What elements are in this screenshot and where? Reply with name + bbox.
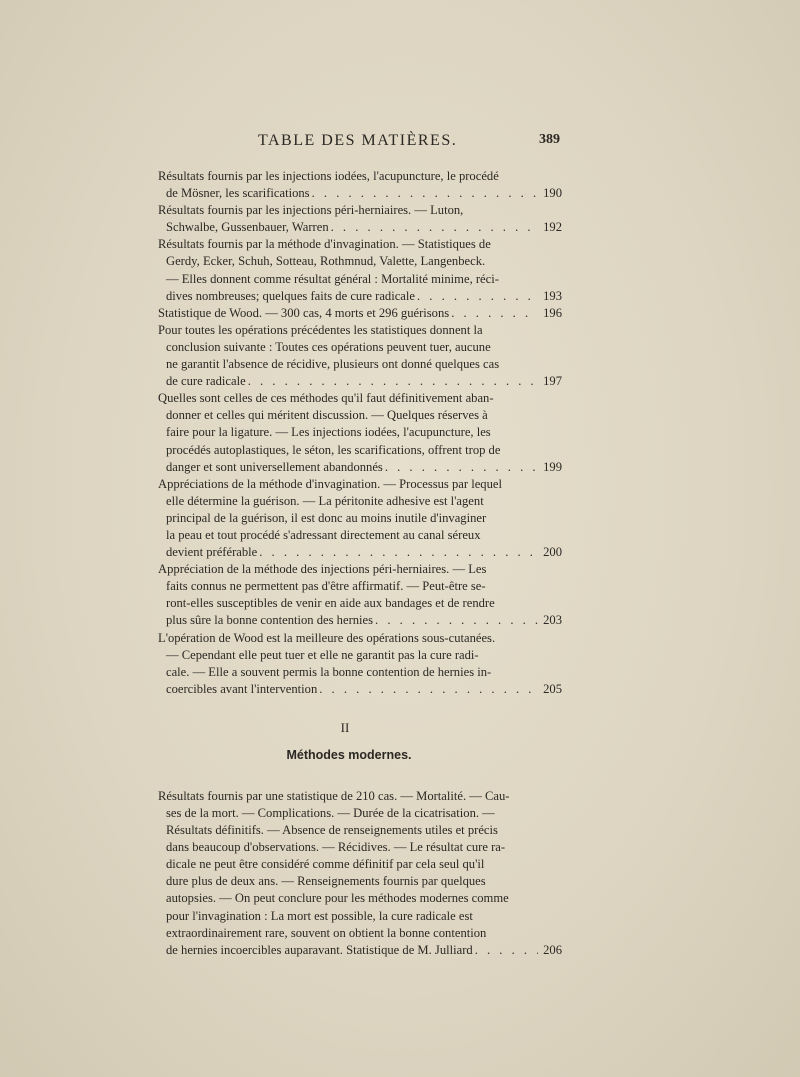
toc-entry-line: conclusion suivante : Toutes ces opérations peuvent tuer, aucune [166, 339, 491, 354]
toc-entry-line: L'opération de Wood est la meilleure des opérations sous-cutanées. [158, 630, 496, 645]
toc-entry-last-line [158, 373, 562, 390]
toc-entry-line: ront-elles susceptibles de venir en aide aux bandages et de rendre [166, 596, 495, 611]
toc-page-ref: 190 [543, 186, 562, 201]
toc-entry-line: — Elles donnent comme résultat général : Mortalité minime, réci- [166, 271, 499, 286]
toc-entry [158, 236, 562, 304]
toc-page-ref: 205 [543, 681, 562, 696]
toc-entry-line: dans beaucoup d'observations. — Récidives. — Le résultat cure ra- [166, 840, 506, 855]
toc-entry [158, 390, 562, 475]
toc-entry [158, 788, 562, 959]
toc-entry-line: Résultats fournis par une statistique de 210 cas. — Mortalité. — Cau- [158, 788, 510, 803]
toc-entry [158, 168, 562, 202]
dot-leader [385, 459, 538, 476]
toc-entry-line: ses de la mort. — Complications. — Durée de la cicatrisation. — [166, 806, 495, 820]
toc-entry [158, 202, 562, 236]
toc-entries-section-2 [158, 788, 562, 959]
toc-entry-text: Statistique de Wood. — 300 cas, 4 morts et 296 guérisons [158, 305, 450, 320]
toc-entries-section-1 [158, 168, 562, 698]
toc-entry [158, 322, 562, 390]
toc-entry-text: de cure radicale [166, 374, 246, 389]
section-title: Méthodes modernes. [286, 747, 412, 762]
toc-entry-line: Gerdy, Ecker, Schuh, Sotteau, Rothmnud, Valette, Langenbeck. [166, 254, 486, 269]
dot-leader [319, 681, 538, 698]
toc-entry-text: de hernies incoercibles auparavant. Statistique de M. Julliard [166, 942, 473, 957]
page-number: 389 [539, 132, 560, 147]
toc-entry-last-line [158, 681, 562, 698]
toc-entry-line: Appréciation de la méthode des injections péri-herniaires. — Les [158, 562, 487, 577]
dot-leader [259, 544, 538, 561]
toc-entry-line: faits connus ne permettent pas d'être affirmatif. — Peut-être se- [166, 579, 486, 594]
toc-entry [158, 305, 562, 322]
toc-entry-line: — Cependant elle peut tuer et elle ne garantit pas la cure radi- [166, 647, 479, 662]
page-title: TABLE DES MATIÈRES. [258, 132, 458, 149]
dot-leader [417, 288, 538, 305]
toc-entry-line: Résultats fournis par la méthode d'invagination. — Statistiques de [158, 237, 491, 252]
toc-entry-text: dives nombreuses; quelques faits de cure radicale [166, 288, 415, 303]
dot-leader [248, 373, 538, 390]
dot-leader [375, 612, 538, 629]
toc-entry-line: Résultats fournis par les injections iodées, l'acupuncture, le procédé [158, 169, 499, 183]
toc-entry-line: dure plus de deux ans. — Renseignements fournis par quelques [166, 874, 486, 889]
dot-leader [331, 219, 538, 236]
toc-entry [158, 476, 562, 561]
toc-page-ref: 206 [543, 942, 562, 957]
dot-leader [475, 942, 538, 959]
toc-page-ref: 197 [543, 374, 562, 389]
dot-leader [451, 305, 538, 322]
toc-entry-text: devient préférable [166, 545, 258, 560]
toc-entry [158, 561, 562, 629]
toc-entry-text: coercibles avant l'intervention [166, 681, 318, 696]
toc-page-ref: 193 [543, 288, 562, 303]
toc-entry-line: Quelles sont celles de ces méthodes qu'il faut définitivement aban- [158, 391, 494, 406]
toc-entry-line: principal de la guérison, il est donc au moins inutile d'invaginer [166, 510, 487, 525]
toc-entry-line: ne garantit l'absence de récidive, plusieurs ont donné quelques cas [166, 357, 500, 372]
toc-entry-line: autopsies. — On peut conclure pour les méthodes modernes comme [166, 891, 509, 906]
toc-entry-last-line [158, 305, 562, 322]
toc-page-ref: 192 [543, 220, 562, 235]
table-of-contents [158, 168, 562, 959]
toc-page-ref: 199 [543, 459, 562, 474]
toc-page-ref: 196 [543, 305, 562, 320]
toc-entry-last-line [158, 219, 562, 236]
toc-entry [158, 630, 562, 698]
toc-entry-last-line [158, 942, 562, 959]
toc-entry-line: dicale ne peut être considéré comme définitif par cela seul qu'il [166, 857, 485, 872]
toc-entry-line: Pour toutes les opérations précédentes les statistiques donnent la [158, 322, 483, 337]
toc-entry-line: cale. — Elle a souvent permis la bonne contention de hernies in- [166, 664, 492, 679]
toc-entry-line: procédés autoplastiques, le séton, les scarifications, offrent trop de [166, 442, 501, 457]
toc-entry-last-line [158, 612, 562, 629]
toc-entry-line: Appréciations de la méthode d'invagination. — Processus par lequel [158, 476, 502, 491]
toc-entry-line: extraordinairement rare, souvent on obtient la bonne contention [166, 925, 487, 940]
toc-entry-last-line [158, 544, 562, 561]
toc-entry-last-line [158, 288, 562, 305]
toc-entry-line: Résultats définitifs. — Absence de renseignements utiles et précis [166, 823, 498, 838]
toc-entry-line: faire pour la ligature. — Les injections iodées, l'acupuncture, les [166, 425, 491, 440]
toc-entry-line: donner et celles qui méritent discussion. — Quelques réserves à [166, 408, 488, 423]
toc-page-ref: 200 [543, 545, 562, 560]
toc-entry-text: de Mösner, les scarifications [166, 186, 310, 201]
toc-entry-last-line [158, 185, 562, 202]
toc-entry-line: Résultats fournis par les injections péri-herniaires. — Luton, [158, 203, 464, 218]
toc-page-ref: 203 [543, 613, 562, 628]
toc-entry-last-line [158, 459, 562, 476]
toc-entry-line: pour l'invagination : La mort est possible, la cure radicale est [166, 908, 473, 923]
toc-entry-text: danger et sont universellement abandonnés [166, 459, 383, 474]
toc-entry-text: Schwalbe, Gussenbauer, Warren [166, 220, 329, 235]
toc-entry-text: plus sûre la bonne contention des hernies [166, 613, 374, 628]
toc-entry-line: la peau et tout procédé s'adressant directement au canal séreux [166, 527, 481, 542]
toc-entry-line: elle détermine la guérison. — La péritonite adhesive est l'agent [166, 493, 484, 508]
section-number: II [340, 719, 350, 735]
dot-leader [312, 185, 538, 202]
